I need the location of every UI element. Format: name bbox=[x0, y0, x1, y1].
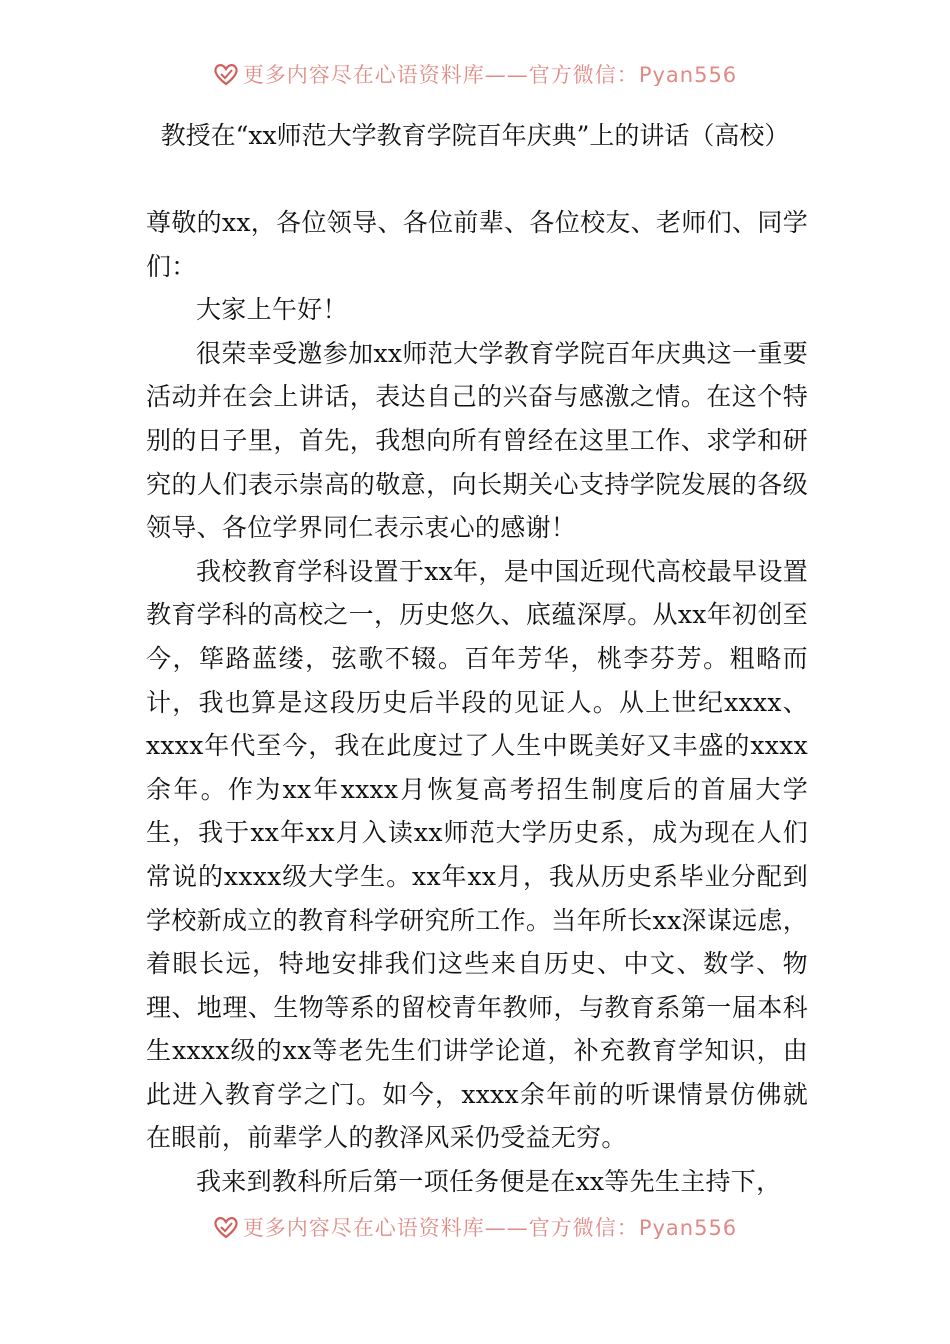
paragraph: 我校教育学科设置于xx年，是中国近现代高校最早设置教育学科的高校之一，历史悠久、底蕴深厚。从xx年初创至今，筚路蓝缕，弦歌不辍。百年芳华，桃李芬芳。粗略而计，我也算是这段历史后半段的见证人。从上世纪xxxx、xxxx年代至今，我在此度过了人生中既美好又丰盛的xxxx余年。作为xx年xxxx月恢复高考招生制度后的首届大学生，我于xx年xx月入读xx师范大学历史系，成为现在人们常说的xxxx级大学生。xx年xx月，我从历史系毕业分配到学校新成立的教育科学研究所工作。当年所长xx深谋远虑，着眼长远，特地安排我们这些来自历史、中文、数学、物理、地理、生物等系的留校青年教师，与教育系第一届本科生xxxx级的xx等老先生们讲学论道，补充教育学知识，由此进入教育学之门。如今，xxxx余年前的听课情景仿佛就在眼前，前辈学人的教泽风采仍受益无穷。 bbox=[146, 556, 808, 1153]
heart-logo-icon bbox=[213, 1215, 239, 1240]
watermark-text: 更多内容尽在心语资料库——官方微信： bbox=[242, 1216, 639, 1239]
heart-logo-icon bbox=[213, 62, 239, 87]
salutation: 尊敬的xx，各位领导、各位前辈、各位校友、老师们、同学们： bbox=[146, 208, 808, 281]
paragraph: 我来到教科所后第一项任务便是在xx等先生主持下， bbox=[196, 1167, 782, 1197]
greeting: 大家上午好！ bbox=[196, 295, 348, 325]
document-body bbox=[146, 201, 808, 1204]
paragraph: 很荣幸受邀参加xx师范大学教育学院百年庆典这一重要活动并在会上讲话，表达自己的兴奋与感激之情。在这个特别的日子里，首先，我想向所有曾经在这里工作、求学和研究的人们表示崇高的敬意，向长期关心支持学院发展的各级领导、各位学界同仁表示衷心的感谢！ bbox=[146, 338, 808, 543]
document-title: 教授在“xx师范大学教育学院百年庆典”上的讲话（高校） bbox=[160, 121, 790, 150]
watermark-text: 更多内容尽在心语资料库——官方微信： bbox=[242, 63, 639, 86]
watermark-id: Pyan556 bbox=[638, 1216, 738, 1239]
watermark-footer bbox=[0, 1209, 950, 1239]
watermark-header bbox=[0, 56, 950, 86]
watermark-id: Pyan556 bbox=[638, 63, 738, 86]
